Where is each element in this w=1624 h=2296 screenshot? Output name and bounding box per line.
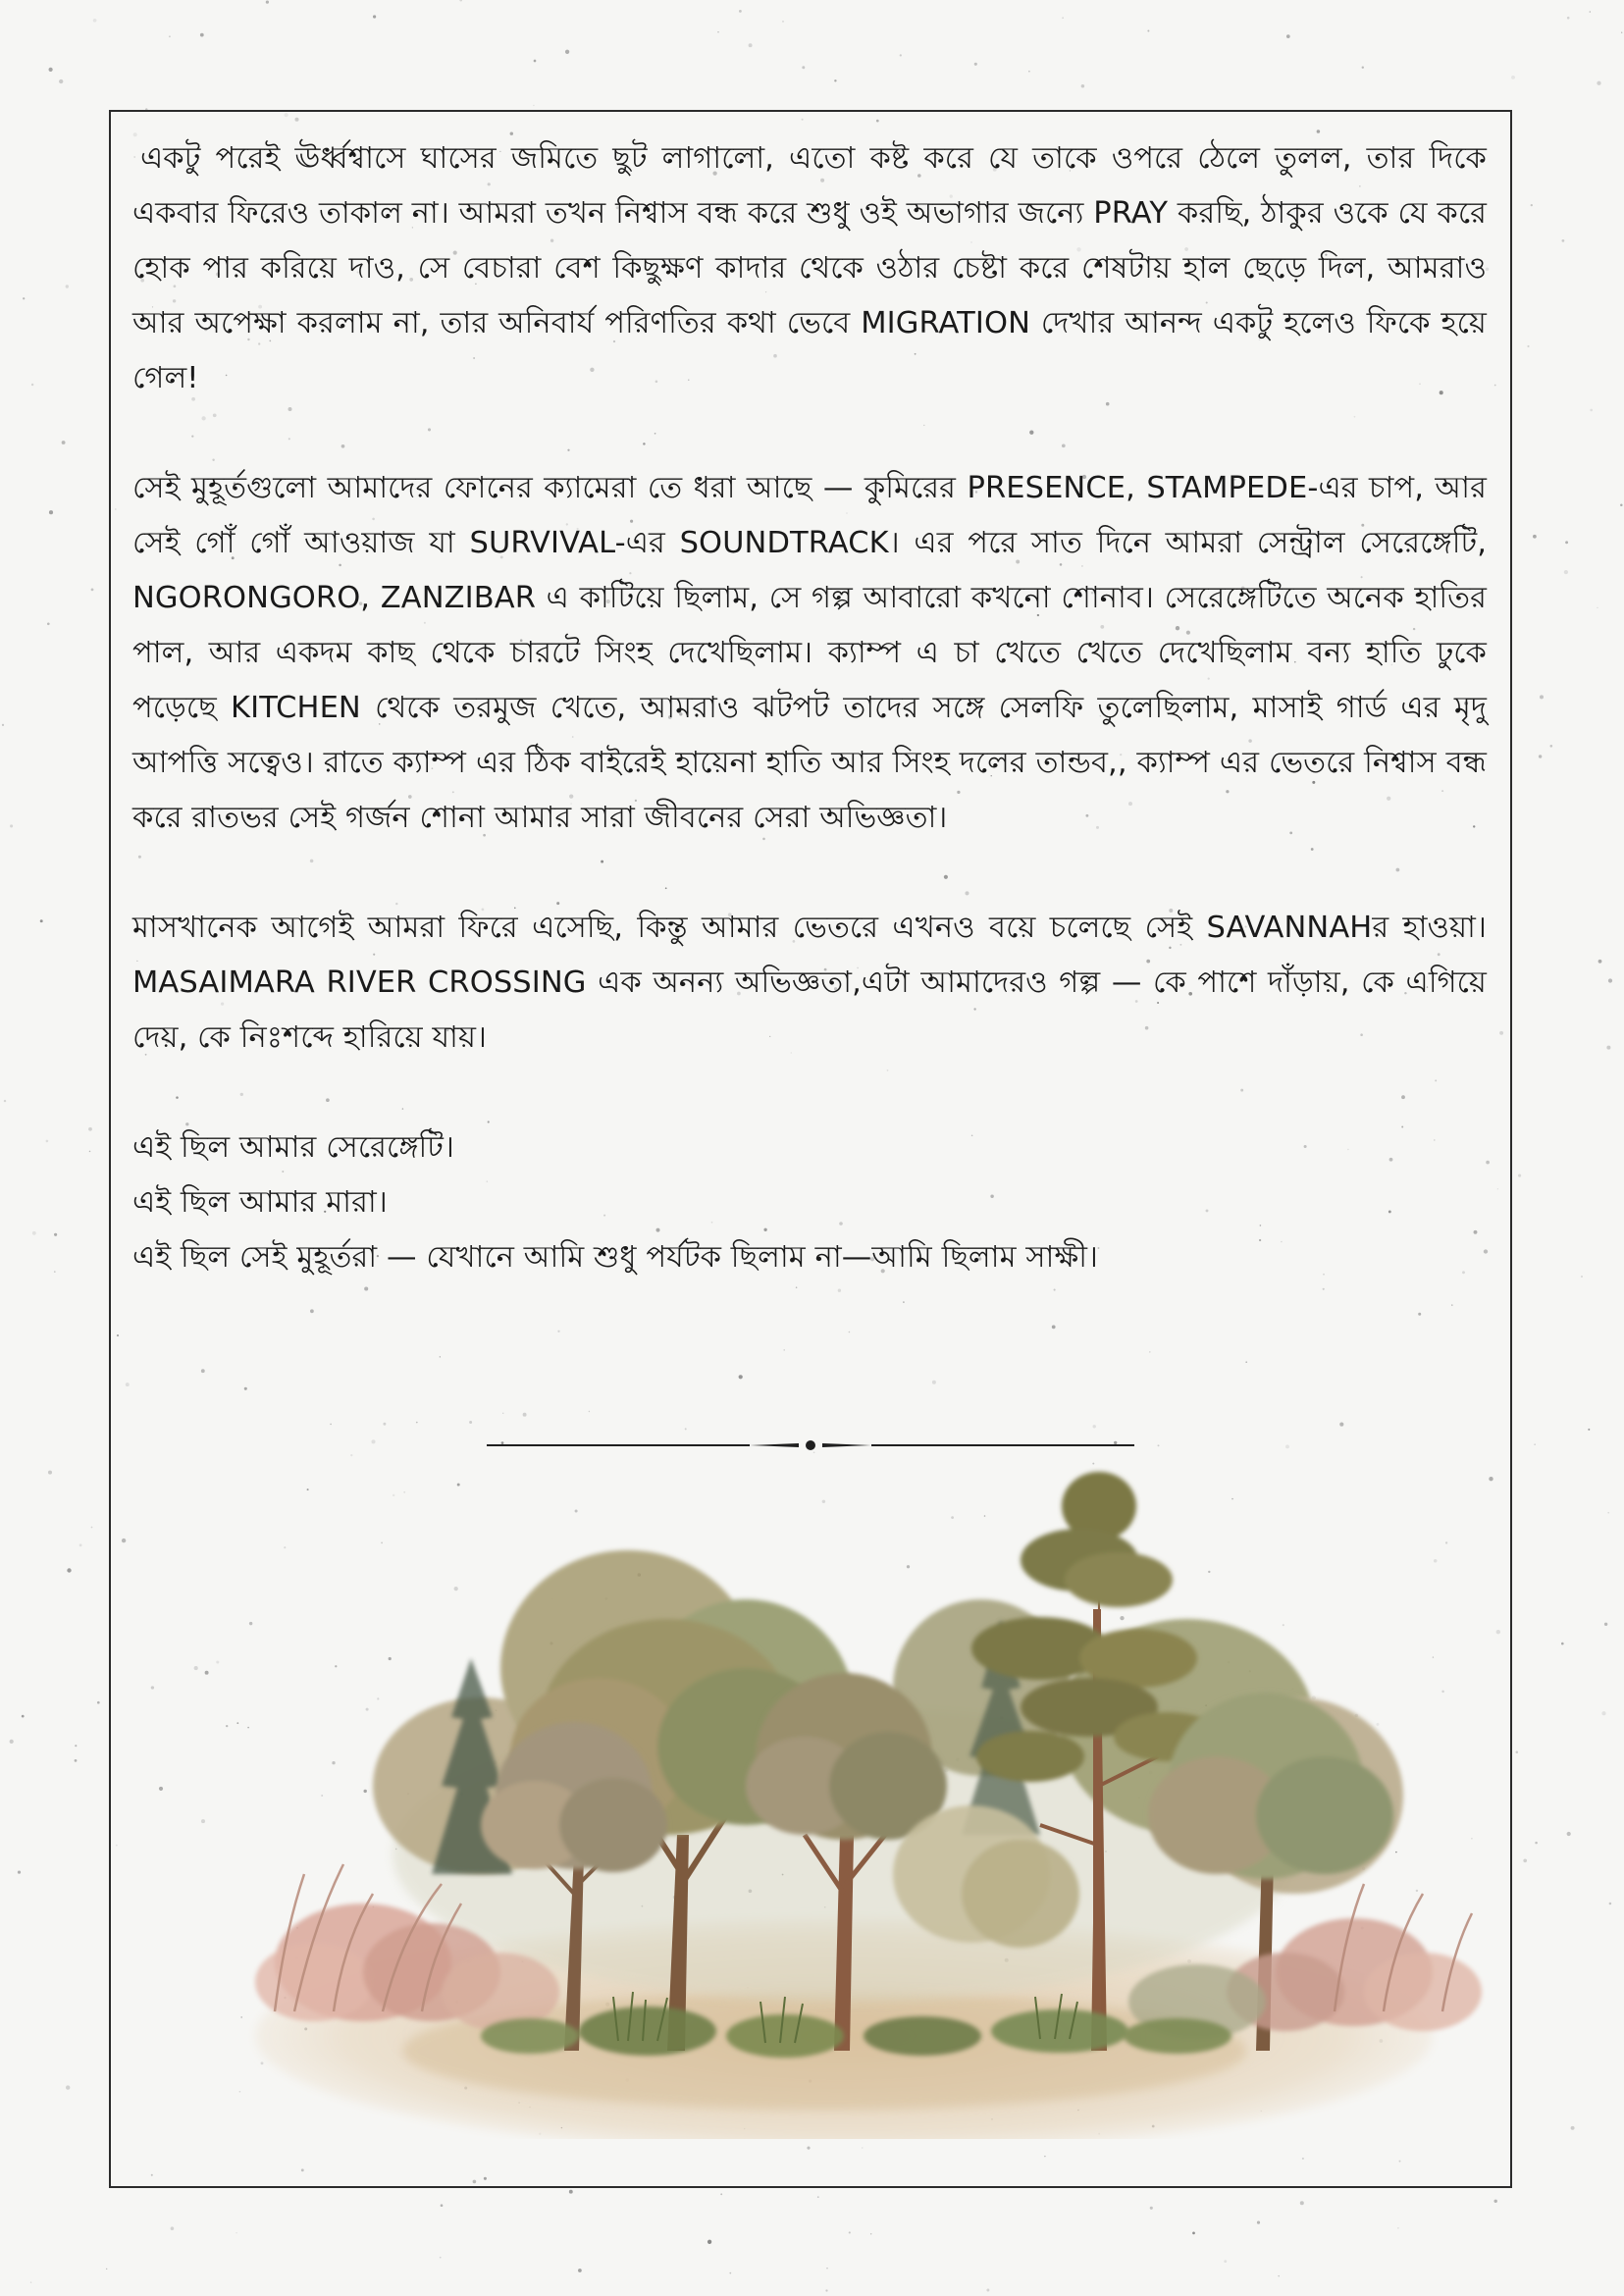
paper-speck <box>1567 17 1570 20</box>
paper-speck <box>441 2204 444 2207</box>
paper-speck <box>1609 1903 1612 1905</box>
paper-speck <box>1518 1174 1521 1177</box>
paper-speck <box>1527 345 1529 347</box>
paper-speck <box>169 35 171 37</box>
paper-speck <box>48 1471 52 1475</box>
paper-speck <box>565 50 569 54</box>
paper-speck <box>1550 745 1553 748</box>
paper-speck <box>1300 2201 1304 2205</box>
paper-speck <box>707 2240 711 2244</box>
paper-speck <box>1539 755 1542 757</box>
paper-speck <box>749 43 753 47</box>
paper-speck <box>10 1740 14 1744</box>
paper-speck <box>986 2289 989 2292</box>
paper-speck <box>729 2272 731 2274</box>
paper-speck <box>47 622 50 625</box>
paper-speck <box>1621 32 1622 33</box>
paper-speck <box>974 63 977 66</box>
paper-speck <box>1192 2232 1195 2235</box>
paper-speck <box>1588 1429 1590 1431</box>
paper-speck <box>46 1140 49 1143</box>
paper-speck <box>88 1127 92 1131</box>
paper-speck <box>1531 204 1533 206</box>
paper-speck <box>817 2196 819 2198</box>
paper-speck <box>91 589 94 592</box>
paper-speck <box>440 2257 442 2259</box>
paper-speck <box>1362 67 1364 69</box>
paper-speck <box>1397 2227 1399 2229</box>
ornamental-divider <box>487 1436 1134 1454</box>
paper-speck <box>106 2269 107 2270</box>
paper-speck <box>569 2190 573 2194</box>
closing-line-1: এই ছিল আমার সেরেঙ্গেটি। <box>132 1130 455 1165</box>
paper-speck <box>1601 1711 1605 1715</box>
paper-speck <box>1620 504 1623 507</box>
paper-speck <box>534 60 537 63</box>
paper-speck <box>1534 1444 1535 1445</box>
paper-speck <box>79 1543 82 1546</box>
paper-speck <box>578 2269 582 2272</box>
paper-speck <box>2 724 4 726</box>
paper-speck <box>1028 71 1030 73</box>
paper-speck <box>31 384 33 386</box>
paper-speck <box>1224 2260 1227 2263</box>
paper-speck <box>1540 695 1544 699</box>
paper-speck <box>1604 1623 1607 1626</box>
paper-speck <box>825 2289 827 2291</box>
paper-speck <box>533 105 534 106</box>
paper-speck <box>22 1715 25 1718</box>
paper-speck <box>802 66 805 69</box>
paper-speck <box>1286 34 1290 38</box>
paper-speck <box>717 31 718 32</box>
paper-speck <box>870 2233 871 2234</box>
paper-speck <box>97 1701 100 1704</box>
paper-speck <box>1598 960 1602 964</box>
paper-speck <box>826 2268 827 2269</box>
paper-speck <box>1562 239 1565 242</box>
paragraph-2: সেই মুহূর্তগুলো আমাদের ফোনের ক্যামেরা তে ধরা আছে — কুমিরের PRESENCE, STAMPEDE-এর চাপ, আর সেই গোঁ গোঁ আওয়াজ যা SURVIVAL-এর SOUNDTRACK। এর পরে সাত দিনে আমরা সেন্ট্রাল সেরেঙ্গেটি, NGORONGORO, ZANZIBAR এ কাটিয়ে ছিলাম, সে গল্প আবারো কখনো শোনাব। সেরেঙ্গেটিতে অনেক হাতির পাল, আর একদম কাছ থেকে চারটে সিংহ দেখেছিলাম। ক্যাম্প এ চা খেতে খেতে দেখেছিলাম বন্য হাতি ঢুকে পড়েছে KITCHEN থেকে তরমুজ খেতে, আমরাও ঝটপট তাদের সঙ্গে সেলফি তুলেছিলাম, মাসাই গার্ড এর মৃদু আপত্তি সত্বেও। রাতে ক্যাম্প এর ঠিক বাইরেই হায়েনা হাতি আর সিংহ দলের তান্ডব,, ক্যাম্প এর ভেতরে নিশ্বাস বন্ধ করে রাতভর সেই গর্জন শোনা আমার সারা জীবনের সেরা অভিজ্ঞতা। <box>132 471 1487 835</box>
paper-speck <box>1607 1512 1609 1514</box>
paper-speck <box>59 79 63 83</box>
paragraph-1: একটু পরেই ঊর্ধ্বশ্বাসে ঘাসের জমিতে ছুট লাগালো, এতো কষ্ট করে যে তাকে ওপরে ঠেলে তুলল, তার দিকে একবার ফিরেও তাকাল না। আমরা তখন নিশ্বাস বন্ধ করে শুধু ওই অভাগার জন্যে PRAY করছি, ঠাকুর ওকে যে করে হোক পার করিয়ে দাও, সে বেচারা বেশ কিছুক্ষণ কাদার থেকে ওঠার চেষ্টা করে শেষটায় হাল ছেড়ে দিল, আমরাও আর অপেক্ষা করলাম না, তার অনিবার্য পরিণতির কথা ভেবে MIGRATION দেখার আনন্দ একটু হলেও ফিকে হয়ে গেল! <box>132 141 1487 395</box>
paper-speck <box>49 68 53 72</box>
closing-line-2: এই ছিল আমার মারা। <box>132 1185 388 1220</box>
paper-speck <box>1565 541 1568 544</box>
paper-speck <box>1523 1858 1527 1862</box>
paper-speck <box>1564 570 1568 574</box>
article-body <box>132 131 1487 1285</box>
paper-speck <box>1606 1046 1610 1050</box>
paper-speck <box>1561 1643 1564 1645</box>
paper-speck <box>93 19 97 23</box>
paper-speck <box>1150 2207 1153 2210</box>
paper-speck <box>49 510 53 514</box>
paper-speck <box>1597 607 1598 608</box>
paper-speck <box>1581 1276 1583 1278</box>
paper-speck <box>30 2281 31 2282</box>
paper-speck <box>75 1759 78 1762</box>
paper-speck <box>1535 1842 1538 1845</box>
paper-speck <box>1493 2200 1496 2203</box>
paper-speck <box>62 441 66 444</box>
paper-speck <box>75 1745 77 1747</box>
paper-speck <box>54 1233 57 1236</box>
closing-lines <box>132 1121 1487 1285</box>
paper-speck <box>1081 84 1085 88</box>
paragraph-3: মাসখানেক আগেই আমরা ফিরে এসেছি, কিন্তু আমার ভেতরে এখনও বয়ে চলেছে সেই SAVANNAHর হাওয়া। MASAIMARA RIVER CROSSING এক অনন্য অভিজ্ঞতা,এটা আমাদেরও গল্প — কে পাশে দাঁড়ায়, কে এগিয়ে দেয়, কে নিঃশব্দে হারিয়ে যায়। <box>132 911 1487 1055</box>
paper-speck <box>200 33 204 37</box>
paper-speck <box>18 1871 21 1874</box>
watercolor-forest-illustration <box>236 1462 1511 2139</box>
paper-speck <box>89 1151 91 1153</box>
paper-speck <box>1590 409 1593 412</box>
paper-speck <box>66 2085 70 2089</box>
paper-speck <box>834 79 836 81</box>
paper-speck <box>1608 978 1612 982</box>
paper-speck <box>67 1568 71 1572</box>
paper-speck <box>91 1527 93 1529</box>
paper-speck <box>1597 81 1600 85</box>
paper-speck <box>66 285 69 287</box>
paper-speck <box>1516 1751 1519 1754</box>
paper-speck <box>373 15 376 18</box>
paper-speck <box>4 1100 6 1102</box>
paper-speck <box>10 824 13 827</box>
paper-speck <box>720 2193 722 2195</box>
paper-speck <box>1533 535 1537 539</box>
paper-speck <box>739 10 742 13</box>
paper-speck <box>40 919 43 922</box>
paper-speck <box>782 21 784 23</box>
paper-speck <box>1278 2275 1280 2277</box>
paper-speck <box>54 1271 56 1273</box>
paper-speck <box>849 2231 851 2233</box>
paper-speck <box>1590 11 1592 13</box>
paper-speck <box>1511 76 1515 79</box>
paper-speck <box>1062 17 1063 18</box>
paper-speck <box>23 297 25 299</box>
paper-speck <box>171 2226 175 2230</box>
closing-line-3: এই ছিল সেই মুহূর্তরা — যেখানে আমি শুধু পর্যটক ছিলাম না—আমি ছিলাম সাক্ষী। <box>132 1240 1099 1275</box>
paper-speck <box>266 0 269 3</box>
paper-speck <box>1147 30 1149 32</box>
paper-speck <box>32 1231 36 1235</box>
paper-speck <box>1257 2221 1260 2224</box>
paper-speck <box>1567 1832 1571 1836</box>
paper-speck <box>1571 2126 1575 2130</box>
paper-speck <box>900 54 902 56</box>
paper-speck <box>459 0 462 1</box>
